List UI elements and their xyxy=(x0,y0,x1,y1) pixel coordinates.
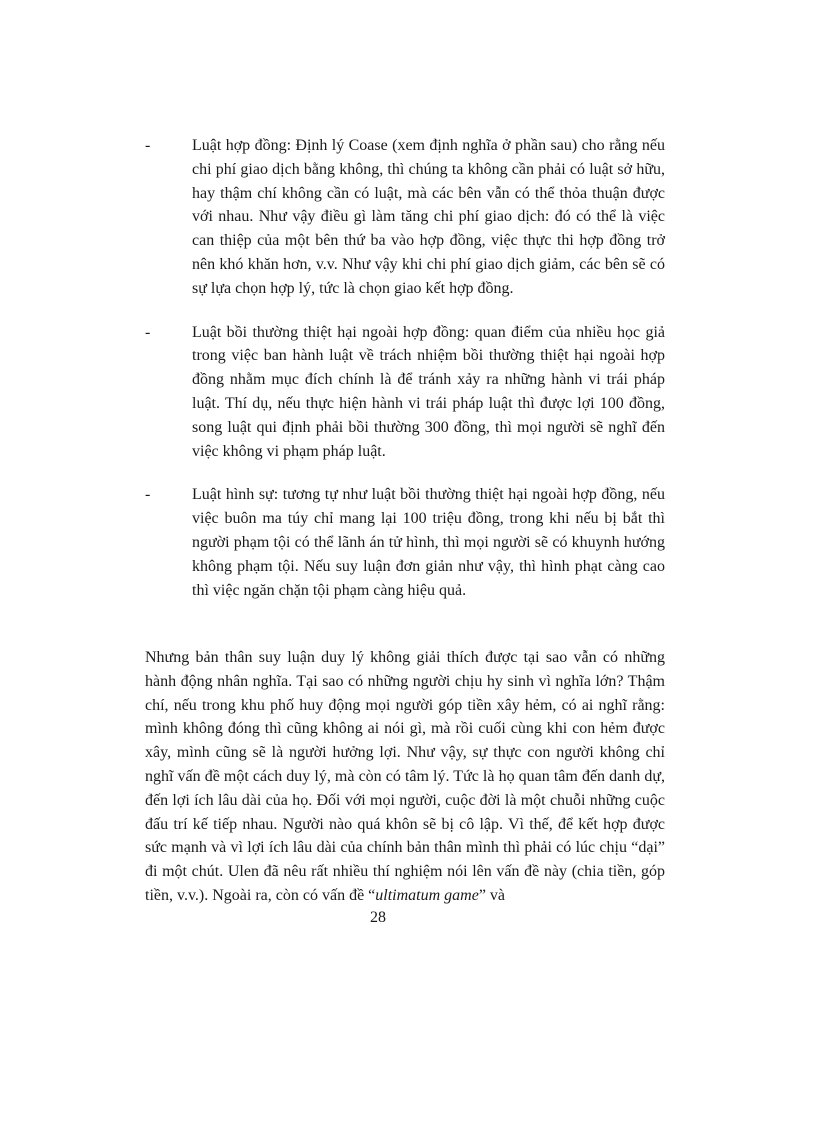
bullet-text: Luật hình sự: tương tự như luật bồi thường thiệt hại ngoài hợp đồng, nếu việc buôn ma túy chỉ mang lại 100 triệu đồng, trong khi nếu bị bắt thì người phạm tội có thể lãnh án tử hình, thì mọi người sẽ có khuynh hướng không phạm tội. Nếu suy luận đơn giản như vậy, thì hình phạt càng cao thì việc ngăn chặn tội phạm càng hiệu quả. xyxy=(192,486,665,599)
bullet-marker: - xyxy=(145,137,151,154)
bullet-list xyxy=(145,134,665,622)
bullet-marker: - xyxy=(145,486,151,504)
page-number: 28 xyxy=(370,909,386,926)
bullet-item-criminal-law xyxy=(145,483,665,602)
paragraph-text: Nhưng bản thân suy luận duy lý không giải thích được tại sao vẫn có những hành động nhân nghĩa. Tại sao có những người chịu hy sinh vì nghĩa lớn? Thậm chí, nếu trong khu phố huy động mọi người góp tiền xây hẻm, có ai nghĩ rằng: mình không đóng thì cũng không ai nói gì, mà rồi cuối cùng khi con hẻm được xây, mình cũng sẽ là người hưởng lợi. Như vậy, sự thực con người không chỉ nghĩ vấn đề một cách duy lý, mà còn có tâm lý. Tức là họ quan tâm đến danh dự, đến lợi ích lâu dài của họ. Đối với mọi người, cuộc đời là một chuỗi những cuộc đấu trí kế tiếp nhau. Người nào quá khôn sẽ bị cô lập. Vì thế, để kết hợp được sức mạnh và vì lợi ích lâu dài của chính bản thân mình thì phải có lúc chịu “dại” đi một chút. Ulen đã nêu rất nhiều thí nghiệm nói lên vấn đề này (chia tiền, góp tiền, v.v.). Ngoài ra, còn có vấn đề “ xyxy=(145,649,665,904)
bullet-text: Luật hợp đồng: Định lý Coase (xem định nghĩa ở phần sau) cho rằng nếu chi phí giao dịch bằng không, thì chúng ta không cần phải có luật sở hữu, hay thậm chí không cần có luật, mà các bên vẫn có thể thỏa thuận được với nhau. Như vậy điều gì làm tăng chi phí giao dịch: đó có thể là việc can thiệp của một bên thứ ba vào hợp đồng, việc thực thi hợp đồng trở nên khó khăn hơn, v.v. Như vậy khi chi phí giao dịch giảm, các bên sẽ có sự lựa chọn hợp lý, tức là chọn giao kết hợp đồng. xyxy=(192,137,665,297)
paragraph-text-end: ” và xyxy=(478,886,506,904)
bullet-item-tort-law xyxy=(145,321,665,464)
paragraph-emphasis: ultimatum game xyxy=(375,886,479,904)
bullet-marker: - xyxy=(145,323,151,341)
bullet-item-contract-law xyxy=(145,134,665,301)
body-paragraph xyxy=(145,646,665,908)
bullet-text: Luật bồi thường thiệt hại ngoài hợp đồng: quan điểm của nhiều học giả trong việc ban hành luật về trách nhiệm bồi thường thiệt hại ngoài hợp đồng nhằm mục đích chính là để tránh xảy ra những hành vi trái pháp luật. Thí dụ, nếu thực hiện hành vi trái pháp luật thì được lợi 100 đồng, song luật qui định phải bồi thường 300 đồng, thì mọi người sẽ nghĩ đến việc không vi phạm pháp luật. xyxy=(192,323,665,460)
